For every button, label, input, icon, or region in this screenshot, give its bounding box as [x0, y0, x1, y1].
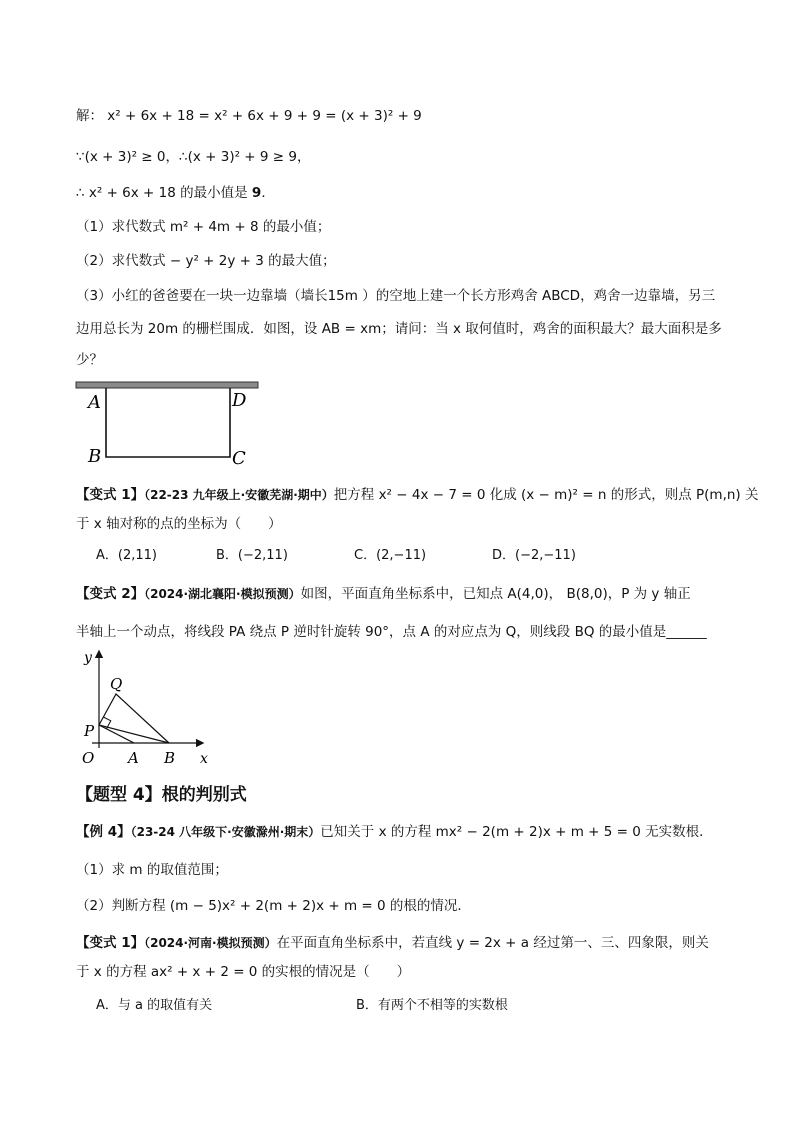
variant-1-line-1	[76, 485, 758, 505]
example-4-line-1	[76, 822, 713, 842]
question-3-line-1: （3）小红的爸爸要在一块一边靠墙（墙长15m ）的空地上建一个长方形鸡舍 ABCD，鸡舍一边靠墙，另三	[76, 288, 716, 304]
variant-1-text: 把方程 x² − 4x − 7 = 0 化成 (x − m)² = n 的形式，则点 P(m,n) 关	[333, 487, 759, 503]
section-heading: 【题型 4】根的判别式	[76, 785, 247, 805]
label-B: B	[164, 749, 176, 767]
variant-1-tag: 【变式 1】	[76, 487, 145, 503]
question-3-line-2: 边用总长为 20m 的栅栏围成．如图，设 AB = xm；请问：当 x 取何值时，鸡舍的面积最大？最大面积是多	[76, 321, 722, 337]
solution-period: ．	[261, 185, 275, 201]
label-Q: Q	[110, 675, 123, 693]
variant-2-line-2: 半轴上一个动点，将线段 PA 绕点 P 逆时针旋转 90°，点 A 的对应点为 Q，则线段 BQ 的最小值是______	[76, 624, 707, 640]
solution-line-2: ∵(x + 3)² ≥ 0，∴(x + 3)² + 9 ≥ 9，	[76, 149, 311, 165]
solution-line-1: 解： x² + 6x + 18 = x² + 6x + 9 + 9 = (x + 3)² + 9	[76, 108, 422, 124]
variant-2-source: （2024·湖北襄阳·模拟预测）	[144, 587, 301, 601]
example-4-tag: 【例 4】	[76, 824, 131, 840]
variant-1-line-2: 于 x 轴对称的点的坐标为（ ）	[76, 516, 282, 532]
variant-1-option-b: B．(−2,11)	[216, 548, 288, 563]
triangle-pqb	[99, 694, 169, 743]
label-A: A	[88, 392, 101, 413]
variant-3-source: （2024·河南·模拟预测）	[144, 936, 277, 950]
example-4-question-2: （2）判断方程 (m − 5)x² + 2(m + 2)x + m = 0 的根的情况．	[76, 898, 471, 914]
label-O: O	[82, 749, 95, 767]
variant-1-option-c: C．(2,−11)	[354, 548, 427, 563]
variant-1-option-a: A．(2,11)	[96, 548, 157, 563]
example-4-question-1: （1）求 m 的取值范围；	[76, 862, 228, 878]
question-1: （1）求代数式 m² + 4m + 8 的最小值；	[76, 219, 331, 235]
example-4-text: 已知关于 x 的方程 mx² − 2(m + 2)x + m + 5 = 0 无实数根．	[320, 824, 713, 840]
label-x: x	[200, 751, 208, 767]
variant-2-line-1	[76, 584, 691, 604]
variant-3-option-a: A．与 a 的取值有关	[96, 998, 213, 1013]
example-4-source: （23-24 八年级下·安徽滁州·期末）	[130, 825, 321, 839]
variant-3-tag: 【变式 1】	[76, 935, 145, 951]
label-A: A	[128, 749, 139, 767]
solution-text: ∴ x² + 6x + 18 的最小值是	[76, 185, 252, 201]
variant-1-source: （22-23 九年级上·安徽芜湖·期中）	[144, 488, 334, 502]
variant-2-tag: 【变式 2】	[76, 586, 145, 602]
wall	[76, 382, 258, 388]
variant-2-text: 如图，平面直角坐标系中，已知点 A(4,0)， B(8,0)，P 为 y 轴正	[300, 586, 691, 602]
variant-1-option-d: D．(−2,−11)	[492, 548, 576, 563]
label-C: C	[232, 448, 246, 469]
variant-3-line-1	[76, 933, 709, 953]
coop-figure	[70, 376, 270, 470]
question-2: （2）求代数式 − y² + 2y + 3 的最大值；	[76, 253, 336, 269]
segment-pa	[99, 725, 134, 743]
coop-outline	[106, 388, 230, 457]
question-3-line-3: 少？	[76, 352, 103, 368]
solution-line-3	[76, 183, 275, 203]
label-D: D	[232, 390, 247, 411]
coordinate-figure	[78, 646, 218, 768]
variant-3-text: 在平面直角坐标系中，若直线 y = 2x + a 经过第一、三、四象限，则关	[276, 935, 709, 951]
variant-3-line-2: 于 x 的方程 ax² + x + 2 = 0 的实根的情况是（ ）	[76, 964, 411, 980]
label-y: y	[84, 650, 92, 666]
label-P: P	[84, 722, 95, 740]
solution-answer: 9	[251, 185, 262, 201]
variant-3-option-b: B．有两个不相等的实数根	[356, 998, 508, 1013]
label-B: B	[88, 446, 102, 467]
